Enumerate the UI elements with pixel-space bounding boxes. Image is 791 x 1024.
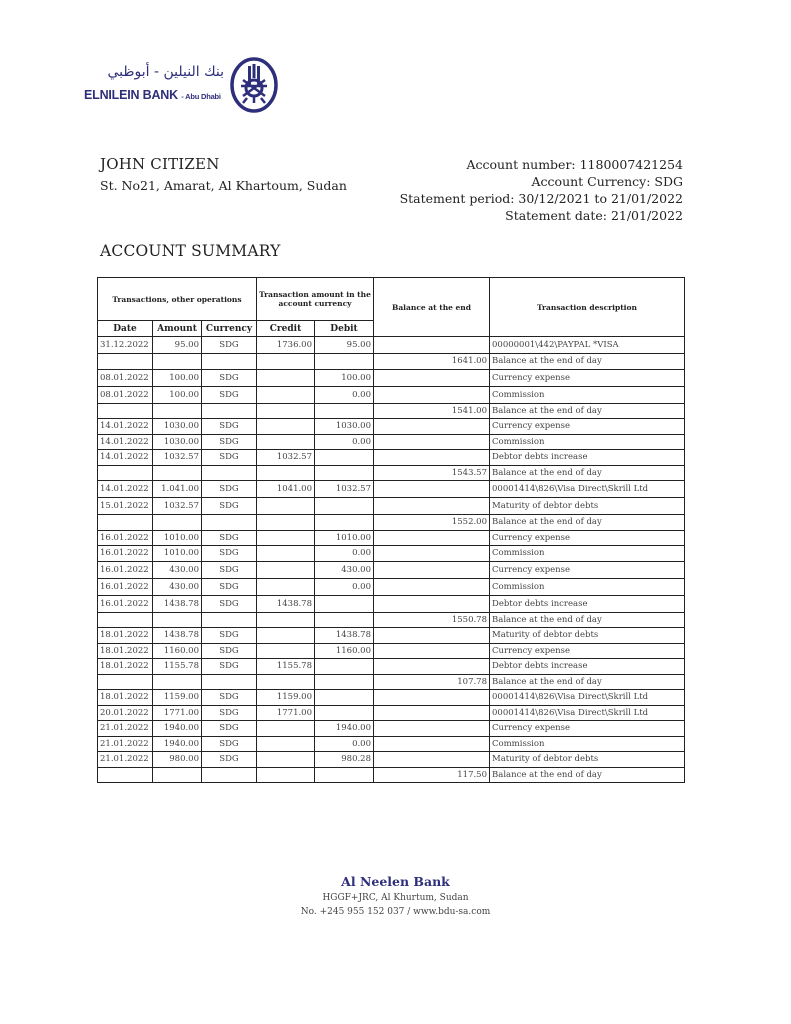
cell-description: Balance at the end of day [490,612,685,628]
cell-balance: 107.78 [374,674,490,690]
cell-balance: 1543.57 [374,465,490,481]
cell-debit: 0.00 [315,434,374,450]
cell-debit: 980.28 [315,752,374,768]
cell-credit [257,767,315,783]
cell-amount [153,354,202,370]
cell-debit [315,705,374,721]
cell-amount: 1159.00 [153,690,202,706]
cell-balance [374,705,490,721]
cell-description: Balance at the end of day [490,403,685,419]
cell-description: Commission [490,546,685,562]
table-row [98,705,685,721]
cell-balance: 1552.00 [374,515,490,531]
balance-row [98,612,685,628]
cell-currency: SDG [202,419,257,435]
cell-date: 14.01.2022 [98,481,153,498]
cell-credit [257,530,315,546]
cell-credit [257,546,315,562]
cell-currency [202,767,257,783]
cell-amount: 1.041.00 [153,481,202,498]
cell-balance [374,498,490,515]
statement-table [97,277,685,783]
cell-amount [153,515,202,531]
cell-amount: 1030.00 [153,419,202,435]
cell-currency: SDG [202,752,257,768]
cell-credit [257,674,315,690]
cell-date: 18.01.2022 [98,628,153,644]
cell-date: 21.01.2022 [98,736,153,752]
cell-balance [374,369,490,386]
cell-currency: SDG [202,595,257,612]
cell-currency [202,612,257,628]
table-row [98,450,685,466]
account-number: Account number: 1180007421254 [466,157,683,172]
cell-currency: SDG [202,530,257,546]
cell-credit [257,465,315,481]
table-row [98,628,685,644]
cell-credit [257,354,315,370]
cell-date: 20.01.2022 [98,705,153,721]
cell-balance [374,450,490,466]
cell-description: Debtor debts increase [490,659,685,675]
cell-balance [374,690,490,706]
cell-amount: 95.00 [153,337,202,354]
cell-credit: 1771.00 [257,705,315,721]
cell-debit: 430.00 [315,561,374,578]
cell-debit: 95.00 [315,337,374,354]
cell-currency: SDG [202,628,257,644]
cell-currency: SDG [202,561,257,578]
cell-amount: 1010.00 [153,530,202,546]
cell-currency: SDG [202,705,257,721]
balance-row [98,515,685,531]
cell-amount: 1438.78 [153,628,202,644]
cell-balance [374,595,490,612]
cell-amount: 1032.57 [153,498,202,515]
cell-description: Balance at the end of day [490,674,685,690]
cell-currency [202,674,257,690]
cell-balance [374,721,490,737]
cell-credit [257,736,315,752]
cell-amount: 1155.78 [153,659,202,675]
cell-credit: 1041.00 [257,481,315,498]
cell-description: Maturity of debtor debts [490,628,685,644]
cell-amount: 430.00 [153,578,202,595]
cell-description: Commission [490,578,685,595]
cell-credit [257,628,315,644]
column-header-credit: Credit [257,321,315,337]
cell-date: 16.01.2022 [98,561,153,578]
cell-balance: 1550.78 [374,612,490,628]
cell-description: Balance at the end of day [490,354,685,370]
footer-contact: No. +245 955 152 037 / www.bdu-sa.com [300,907,491,917]
cell-debit [315,659,374,675]
cell-balance [374,752,490,768]
cell-date [98,767,153,783]
cell-description: Currency expense [490,643,685,659]
cell-debit [315,465,374,481]
cell-description: Maturity of debtor debts [490,752,685,768]
cell-balance: 1541.00 [374,403,490,419]
cell-debit [315,612,374,628]
column-header-amount: Amount [153,321,202,337]
cell-currency: SDG [202,546,257,562]
cell-currency [202,354,257,370]
cell-date: 18.01.2022 [98,690,153,706]
cell-debit [315,690,374,706]
cell-credit [257,752,315,768]
cell-credit: 1159.00 [257,690,315,706]
cell-currency: SDG [202,498,257,515]
cell-balance [374,659,490,675]
cell-date: 31.12.2022 [98,337,153,354]
cell-credit [257,721,315,737]
cell-amount: 1940.00 [153,736,202,752]
cell-description: Debtor debts increase [490,450,685,466]
cell-amount: 1940.00 [153,721,202,737]
client-address: St. No21, Amarat, Al Khartoum, Sudan [100,178,347,193]
cell-credit [257,434,315,450]
cell-balance [374,643,490,659]
cell-description: Balance at the end of day [490,465,685,481]
cell-currency: SDG [202,736,257,752]
footer-address: HGGF+JRC, Al Khurtum, Sudan [322,893,469,903]
cell-currency: SDG [202,369,257,386]
cell-credit [257,386,315,403]
cell-description: Currency expense [490,530,685,546]
cell-amount: 1010.00 [153,546,202,562]
cell-balance [374,546,490,562]
cell-description: Maturity of debtor debts [490,498,685,515]
cell-balance: 1641.00 [374,354,490,370]
cell-description: Commission [490,386,685,403]
header-amount-in-currency: Transaction amount in the account currency [257,278,374,321]
balance-row [98,354,685,370]
cell-credit [257,561,315,578]
cell-credit [257,643,315,659]
cell-credit [257,419,315,435]
table-row [98,752,685,768]
cell-description: Balance at the end of day [490,767,685,783]
cell-credit: 1032.57 [257,450,315,466]
cell-date: 16.01.2022 [98,546,153,562]
cell-date: 08.01.2022 [98,369,153,386]
cell-balance [374,481,490,498]
cell-date: 16.01.2022 [98,530,153,546]
cell-currency: SDG [202,337,257,354]
cell-description: 00001414\826\Visa Direct\Skrill Ltd [490,690,685,706]
header-balance: Balance at the end [374,278,490,337]
statement-period: Statement period: 30/12/2021 to 21/01/2022 [399,191,683,206]
cell-debit: 0.00 [315,386,374,403]
cell-currency: SDG [202,643,257,659]
table-row [98,337,685,354]
cell-currency: SDG [202,659,257,675]
cell-date [98,515,153,531]
header-transactions: Transactions, other operations [98,278,257,321]
cell-amount [153,767,202,783]
balance-row [98,465,685,481]
cell-amount [153,403,202,419]
cell-amount [153,465,202,481]
bank-logo [84,54,274,118]
cell-debit: 100.00 [315,369,374,386]
cell-date: 21.01.2022 [98,721,153,737]
cell-amount: 1160.00 [153,643,202,659]
cell-description: Currency expense [490,419,685,435]
cell-currency: SDG [202,386,257,403]
section-title: ACCOUNT SUMMARY [100,242,281,260]
cell-balance [374,530,490,546]
cell-credit [257,498,315,515]
cell-credit [257,578,315,595]
logo-wordmark [84,88,221,102]
table-body [98,337,685,783]
cell-description: Commission [490,736,685,752]
cell-date [98,354,153,370]
table-row [98,498,685,515]
cell-debit: 0.00 [315,736,374,752]
cell-debit [315,403,374,419]
cell-date: 16.01.2022 [98,578,153,595]
cell-balance [374,578,490,595]
statement-date: Statement date: 21/01/2022 [505,208,683,223]
cell-description: Debtor debts increase [490,595,685,612]
cell-debit [315,767,374,783]
cell-debit: 0.00 [315,546,374,562]
cell-balance: 117.50 [374,767,490,783]
table-row [98,546,685,562]
cell-debit: 1010.00 [315,530,374,546]
cell-currency: SDG [202,578,257,595]
cell-currency: SDG [202,481,257,498]
cell-amount: 980.00 [153,752,202,768]
table-row [98,561,685,578]
footer [0,874,791,917]
logo-bank-name: ELNILEIN BANK [84,88,178,102]
table-row [98,659,685,675]
account-currency: Account Currency: SDG [531,174,683,189]
cell-amount: 1030.00 [153,434,202,450]
cell-balance [374,419,490,435]
cell-credit: 1736.00 [257,337,315,354]
cell-date: 14.01.2022 [98,450,153,466]
cell-date: 18.01.2022 [98,643,153,659]
cell-description: Currency expense [490,369,685,386]
table-row [98,481,685,498]
cell-debit [315,515,374,531]
cell-amount [153,612,202,628]
cell-date [98,612,153,628]
cell-date [98,674,153,690]
table-row [98,736,685,752]
cell-currency: SDG [202,450,257,466]
header-description: Transaction description [490,278,685,337]
bank-emblem-icon [229,56,279,114]
cell-amount: 1032.57 [153,450,202,466]
client-info [100,155,347,193]
cell-debit [315,498,374,515]
cell-date: 14.01.2022 [98,434,153,450]
cell-balance [374,561,490,578]
cell-amount: 1771.00 [153,705,202,721]
balance-row [98,767,685,783]
table-row [98,690,685,706]
cell-debit: 0.00 [315,578,374,595]
cell-currency: SDG [202,690,257,706]
table-row [98,386,685,403]
cell-currency [202,465,257,481]
cell-amount: 100.00 [153,369,202,386]
cell-balance [374,736,490,752]
cell-credit: 1438.78 [257,595,315,612]
balance-row [98,403,685,419]
cell-date: 08.01.2022 [98,386,153,403]
cell-date [98,403,153,419]
cell-date: 16.01.2022 [98,595,153,612]
cell-credit [257,612,315,628]
column-header-currency: Currency [202,321,257,337]
cell-description: Currency expense [490,721,685,737]
cell-credit [257,515,315,531]
cell-debit: 1160.00 [315,643,374,659]
logo-subtitle: - Abu Dhabi [181,92,221,101]
cell-date [98,465,153,481]
table-row [98,578,685,595]
table-row [98,530,685,546]
cell-debit [315,674,374,690]
cell-balance [374,386,490,403]
cell-debit [315,450,374,466]
cell-date: 21.01.2022 [98,752,153,768]
cell-credit [257,369,315,386]
cell-date: 14.01.2022 [98,419,153,435]
cell-credit [257,403,315,419]
account-info [400,156,683,224]
cell-description: Balance at the end of day [490,515,685,531]
cell-description: 00001414\826\Visa Direct\Skrill Ltd [490,705,685,721]
cell-date: 15.01.2022 [98,498,153,515]
cell-currency [202,515,257,531]
cell-currency: SDG [202,721,257,737]
table-row [98,369,685,386]
cell-description: Currency expense [490,561,685,578]
cell-debit: 1438.78 [315,628,374,644]
cell-description: Commission [490,434,685,450]
cell-amount: 430.00 [153,561,202,578]
cell-balance [374,337,490,354]
cell-credit: 1155.78 [257,659,315,675]
logo-arabic-text: بنك النيلين - أبوظبي [107,64,224,80]
footer-bank-name: Al Neelen Bank [341,874,450,889]
table-row [98,434,685,450]
table-row [98,643,685,659]
column-header-debit: Debit [315,321,374,337]
client-name: JOHN CITIZEN [100,155,220,173]
cell-currency: SDG [202,434,257,450]
column-header-date: Date [98,321,153,337]
cell-balance [374,434,490,450]
cell-date: 18.01.2022 [98,659,153,675]
cell-amount: 100.00 [153,386,202,403]
cell-debit [315,595,374,612]
cell-debit: 1030.00 [315,419,374,435]
balance-row [98,674,685,690]
cell-currency [202,403,257,419]
table-row [98,595,685,612]
cell-description: 00001414\826\Visa Direct\Skrill Ltd [490,481,685,498]
cell-debit [315,354,374,370]
cell-balance [374,628,490,644]
cell-debit: 1032.57 [315,481,374,498]
table-row [98,721,685,737]
cell-amount: 1438.78 [153,595,202,612]
table-row [98,419,685,435]
cell-amount [153,674,202,690]
cell-description: 00000001\442\PAYPAL *VISA [490,337,685,354]
table-group-header-row [98,278,685,321]
cell-debit: 1940.00 [315,721,374,737]
